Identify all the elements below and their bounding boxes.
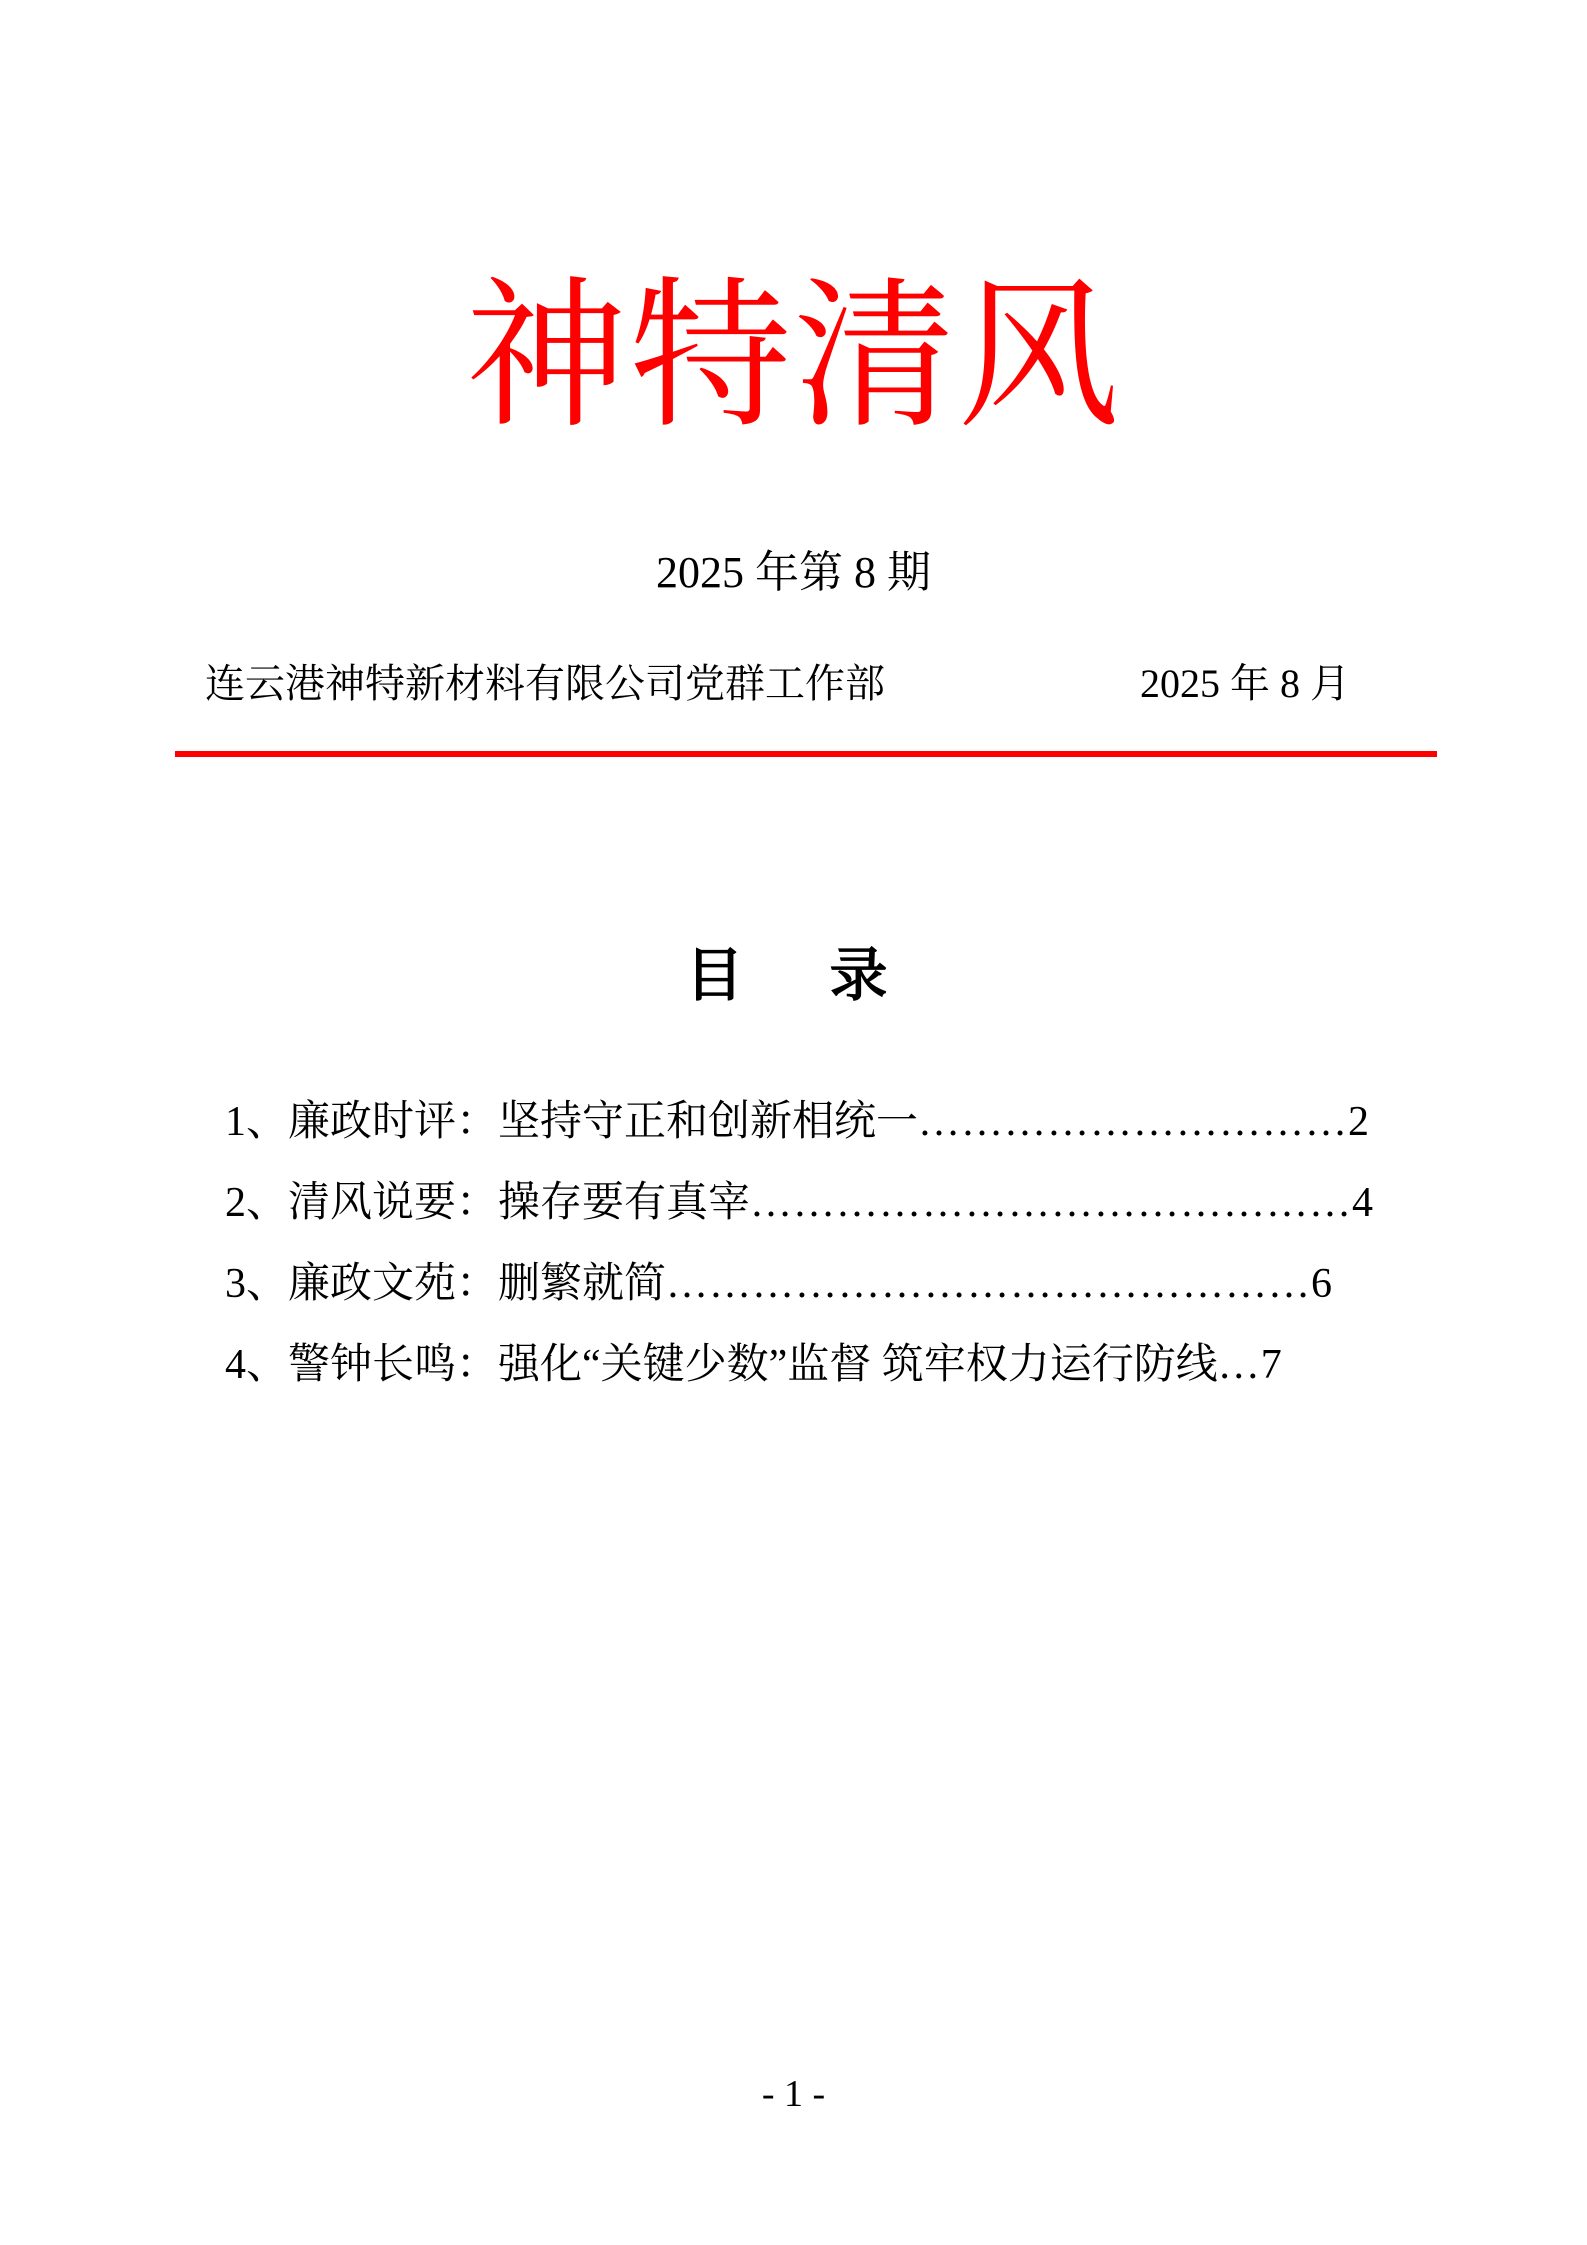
- publisher-row: [205, 658, 1350, 710]
- toc-item-leader: …………………………: [918, 1099, 1349, 1145]
- newsletter-title: 神特清风: [465, 269, 1122, 448]
- toc-item-page-number: 6: [1311, 1261, 1333, 1307]
- publisher-name: 连云港神特新材料有限公司党群工作部: [205, 661, 885, 706]
- issue-line: 2025 年第 8 期: [656, 548, 931, 597]
- toc-item-label: 1、廉政时评：坚持守正和创新相统一: [225, 1099, 919, 1145]
- toc-item-label: 2、清风说要：操存要有真宰: [225, 1180, 751, 1226]
- toc-heading: 目 录: [685, 943, 902, 1008]
- toc-item-leader: ……………………………………: [750, 1180, 1353, 1226]
- toc-item[interactable]: [225, 1098, 1437, 1146]
- toc-item-page-number: 2: [1348, 1099, 1370, 1145]
- page-number: - 1 -: [761, 2073, 826, 2115]
- toc-item-label: 3、廉政文苑：删繁就简: [225, 1261, 667, 1307]
- toc-item-label: 4、警钟长鸣：强化“关键少数”监督 筑牢权力运行防线: [225, 1342, 1218, 1388]
- toc-item-page-number: 4: [1352, 1180, 1374, 1226]
- toc-item-leader: …: [1217, 1342, 1261, 1388]
- toc-item-leader: ………………………………………: [666, 1261, 1312, 1307]
- toc-list: [225, 1098, 1437, 1422]
- toc-item[interactable]: [225, 1260, 1437, 1308]
- toc-item[interactable]: [225, 1341, 1437, 1389]
- publish-date: 2025 年 8 月: [1140, 661, 1350, 706]
- toc-item[interactable]: [225, 1179, 1437, 1227]
- divider-rule: [175, 751, 1437, 757]
- toc-item-page-number: 7: [1260, 1342, 1282, 1388]
